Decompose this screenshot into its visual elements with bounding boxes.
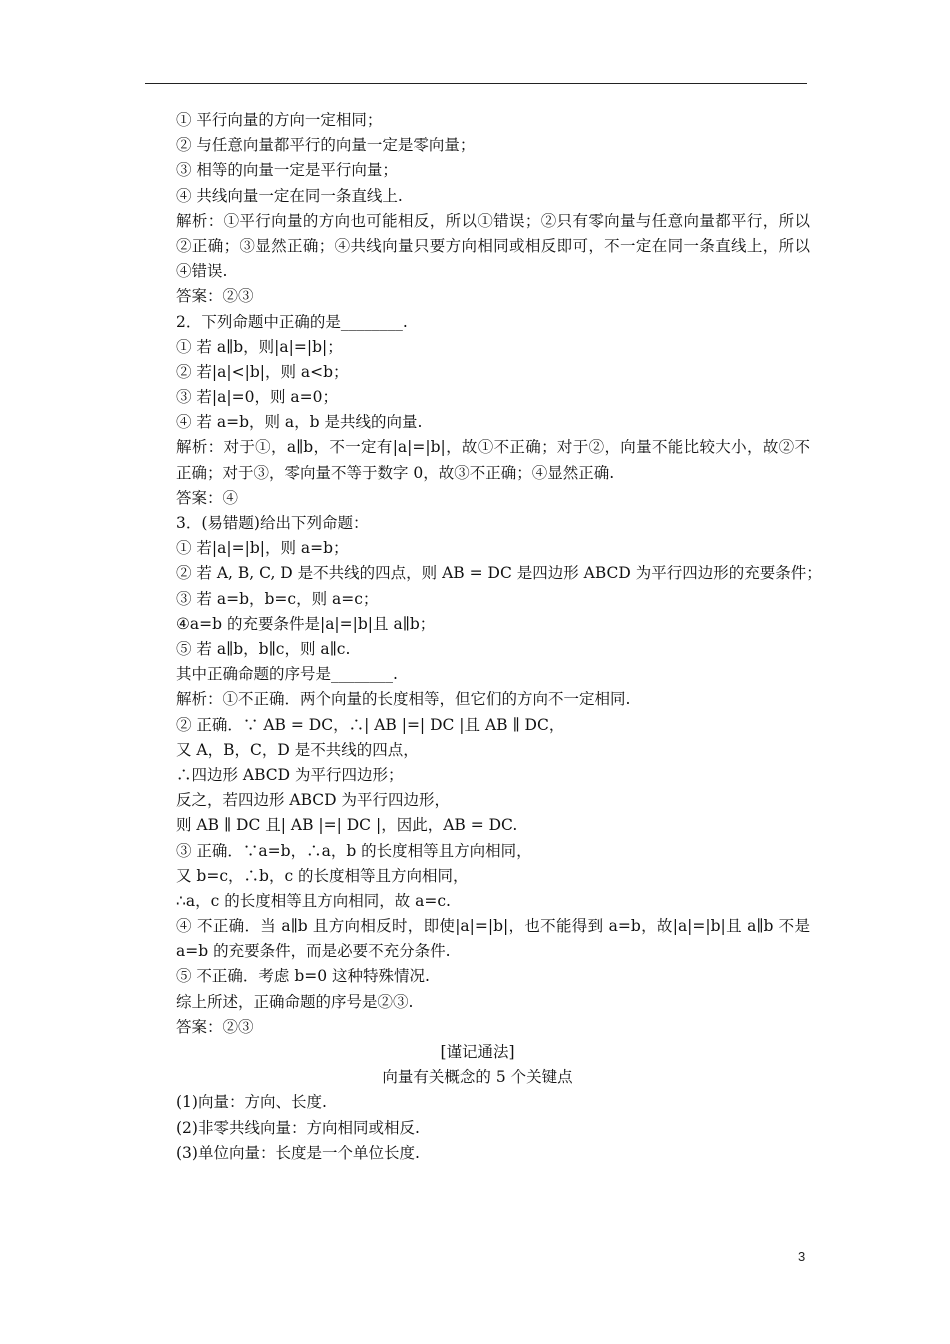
key-point-1: (1)向量：方向、长度. — [176, 1093, 327, 1112]
q3-option-1: ① 若|a|=|b|，则 a=b； — [176, 539, 349, 558]
answer-1: 答案：②③ — [176, 287, 254, 306]
analysis-3-line-5: 反之，若四边形 ABCD 为平行四边形， — [176, 791, 451, 810]
q2-option-1: ① 若 a∥b，则|a|=|b|； — [176, 337, 343, 356]
statement-1: ① 平行向量的方向一定相同； — [176, 111, 383, 129]
analysis-3-line-9: ∴a，c 的长度相等且方向相同，故 a=c. — [176, 891, 451, 910]
q3-option-3: ③ 若 a=b，b=c，则 a=c； — [176, 589, 379, 608]
analysis-3-line-4: ∴四边形 ABCD 为平行四边形； — [176, 765, 404, 784]
statement-3: ③ 相等的向量一定是平行向量； — [176, 161, 398, 180]
analysis-3-line-7: ③ 正确．∵a=b，∴a，b 的长度相等且方向相同， — [176, 841, 532, 860]
q2-option-4: ④ 若 a=b，则 a，b 是共线的向量. — [176, 413, 423, 432]
q3-option-2: ② 若 A, B, C, D 是不共线的四点，则 AB = DC 是四边形 ABCD 为平行四边形的充要条件； — [176, 564, 822, 583]
q3-option-4: ④a=b 的充要条件是|a|=|b|且 a∥b； — [176, 614, 436, 633]
analysis-3-line-6: 则 AB ∥ DC 且| AB |=| DC |，因此，AB = DC. — [176, 816, 518, 835]
statement-2: ② 与任意向量都平行的向量一定是零向量； — [176, 136, 476, 155]
page-content — [145, 108, 822, 1166]
analysis-1: 解析：①平行向量的方向也可能相反，所以①错误；②只有零向量与任意向量都平行，所以②正确；③显然正确；④共线向量只要方向相同或相反即可，不一定在同一条直线上，所以④错误. — [176, 211, 810, 281]
section-subheading: 向量有关概念的 5 个关键点 — [382, 1068, 573, 1087]
header-rule — [145, 83, 807, 84]
analysis-3-line-8: 又 b=c，∴b，c 的长度相等且方向相同， — [176, 866, 469, 885]
answer-3: 答案：②③ — [176, 1017, 254, 1036]
page-number: 3 — [798, 1249, 806, 1264]
question-2: 2．下列命题中正确的是________. — [176, 312, 408, 331]
question-3-prompt: 其中正确命题的序号是________. — [176, 665, 398, 684]
analysis-3-line-11: ⑤ 不正确．考虑 b=0 这种特殊情况. — [176, 967, 430, 986]
analysis-3-line-10: ④ 不正确．当 a∥b 且方向相反时，即使|a|=|b|，也不能得到 a=b，故|a|=|b|且 a∥b 不是 a=b 的充要条件，而是必要不充分条件. — [176, 917, 810, 961]
key-point-3: (3)单位向量：长度是一个单位长度. — [176, 1143, 420, 1162]
q3-option-5: ⑤ 若 a∥b，b∥c，则 a∥c. — [176, 640, 351, 659]
analysis-3-line-2: ② 正确．∵ AB = DC，∴| AB |=| DC |且 AB ∥ DC， — [176, 715, 565, 734]
q2-option-3: ③ 若|a|=0，则 a=0； — [176, 388, 338, 407]
analysis-3-line-1: 解析：①不正确．两个向量的长度相等，但它们的方向不一定相同. — [176, 690, 631, 709]
statement-4: ④ 共线向量一定在同一条直线上. — [176, 186, 403, 205]
section-heading: [谨记通法] — [440, 1043, 515, 1062]
analysis-2: 解析：对于①，a∥b，不一定有|a|=|b|，故①不正确；对于②，向量不能比较大小，故②不正确；对于③，零向量不等于数字 0，故③不正确；④显然正确. — [176, 438, 810, 482]
q2-option-2: ② 若|a|<|b|，则 a<b； — [176, 362, 349, 381]
question-3: 3．(易错题)给出下列命题： — [176, 514, 369, 533]
key-point-2: (2)非零共线向量：方向相同或相反. — [176, 1118, 420, 1137]
analysis-3-summary: 综上所述，正确命题的序号是②③. — [176, 992, 414, 1011]
analysis-3-line-3: 又 A，B，C，D 是不共线的四点， — [176, 740, 419, 759]
answer-2: 答案：④ — [176, 488, 239, 507]
